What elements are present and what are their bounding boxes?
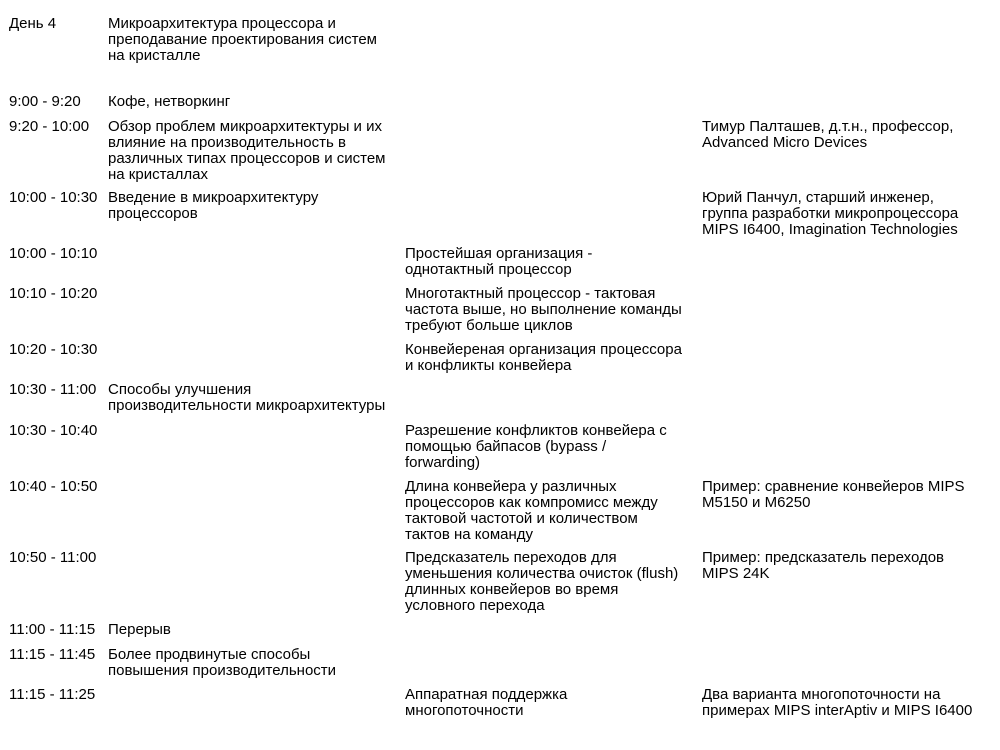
time-cell: 10:00 - 10:30: [9, 189, 98, 206]
subtopic-cell: Простейшая организация - однотактный процессор: [405, 245, 593, 278]
speaker-cell: Пример: сравнение конвейеров MIPS M5150 и M6250: [702, 478, 965, 511]
speaker-cell: Тимур Палташев, д.т.н., профессор, Advanced Micro Devices: [702, 118, 954, 151]
speaker-cell: Два варианта многопоточности на примерах MIPS interAptiv и MIPS I6400: [702, 686, 973, 719]
topic-cell: Кофе, нетворкинг: [108, 93, 231, 110]
topic-cell: Более продвинутые способы повышения производительности: [108, 646, 337, 679]
speaker-cell: Пример: предсказатель переходов MIPS 24K: [702, 549, 945, 582]
topic-cell: Введение в микроархитектуру процессоров: [108, 189, 319, 222]
time-cell: 9:00 - 9:20: [9, 93, 81, 110]
day-title: Микроархитектура процессора и преподавание проектирования систем на кристалле: [108, 15, 377, 64]
subtopic-cell: Разрешение конфликтов конвейера с помощью байпасов (bypass / forwarding): [405, 422, 667, 471]
subtopic-cell: Конвейереная организация процессора и конфликты конвейера: [405, 341, 682, 374]
day-label: День 4: [9, 15, 57, 32]
subtopic-cell: Предсказатель переходов для уменьшения количества очисток (flush) длинных конвейеров во время условного перехода: [405, 549, 679, 614]
time-cell: 10:20 - 10:30: [9, 341, 98, 358]
time-cell: 10:30 - 10:40: [9, 422, 98, 439]
subtopic-cell: Длина конвейера у различных процессоров как компромисс между тактовой частотой и количеством тактов на команду: [405, 478, 658, 543]
subtopic-cell: Аппаратная поддержка многопоточности: [405, 686, 568, 719]
time-cell: 10:50 - 11:00: [9, 549, 97, 566]
time-cell: 11:15 - 11:25: [9, 686, 96, 703]
subtopic-cell: Многотактный процессор - тактовая частота выше, но выполнение команды требуют больше циклов: [405, 285, 682, 334]
time-cell: 10:00 - 10:10: [9, 245, 98, 262]
time-cell: 10:10 - 10:20: [9, 285, 98, 302]
time-cell: 9:20 - 10:00: [9, 118, 90, 135]
time-cell: 11:00 - 11:15: [9, 621, 96, 638]
time-cell: 10:40 - 10:50: [9, 478, 98, 495]
topic-cell: Обзор проблем микроархитектуры и их влияние на производительность в различных типах процессоров и систем на кристаллах: [108, 118, 386, 183]
topic-cell: Способы улучшения производительности микроархитектуры: [108, 381, 386, 414]
time-cell: 11:15 - 11:45: [9, 646, 96, 663]
topic-cell: Перерыв: [108, 621, 171, 638]
speaker-cell: Юрий Панчул, старший инженер, группа разработки микропроцессора MIPS I6400, Imagination Technologies: [702, 189, 959, 238]
time-cell: 10:30 - 11:00: [9, 381, 97, 398]
